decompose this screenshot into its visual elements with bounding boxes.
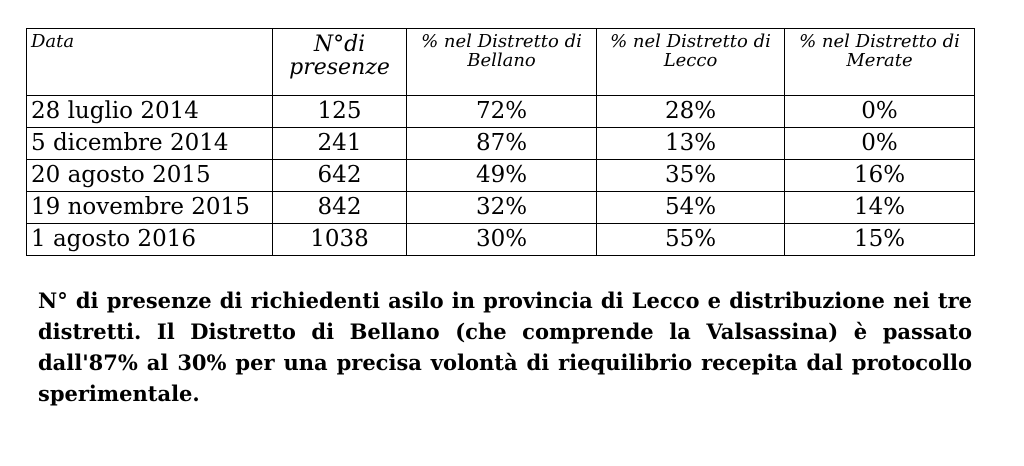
cell-bellano: 87% [407, 128, 597, 160]
cell-merate: 0% [785, 96, 975, 128]
header-bellano: % nel Distretto di Bellano [407, 29, 597, 96]
header-count: N°di presenze [273, 29, 407, 96]
header-row [27, 29, 975, 96]
table-row [27, 160, 975, 192]
cell-bellano: 49% [407, 160, 597, 192]
cell-bellano: 72% [407, 96, 597, 128]
cell-lecco: 55% [597, 224, 785, 256]
cell-count: 125 [273, 96, 407, 128]
header-lecco: % nel Distretto di Lecco [597, 29, 785, 96]
cell-date: 5 dicembre 2014 [27, 128, 273, 160]
table-row [27, 128, 975, 160]
table-caption: N° di presenze di richiedenti asilo in provincia di Lecco e distribuzione nei tre distretti. Il Distretto di Bellano (che comprende la Valsassina) è passato dall'87% al 30% per una precisa volontà di riequilibrio recepita dal protocollo sperimentale. [38, 288, 972, 406]
cell-merate: 16% [785, 160, 975, 192]
cell-lecco: 35% [597, 160, 785, 192]
header-date: Data [27, 29, 273, 96]
header-merate: % nel Distretto di Merate [785, 29, 975, 96]
cell-count: 642 [273, 160, 407, 192]
cell-lecco: 28% [597, 96, 785, 128]
cell-bellano: 32% [407, 192, 597, 224]
cell-merate: 14% [785, 192, 975, 224]
cell-merate: 15% [785, 224, 975, 256]
cell-merate: 0% [785, 128, 975, 160]
table-row [27, 224, 975, 256]
table-row [27, 96, 975, 128]
table-body [27, 96, 975, 256]
presence-table [26, 28, 975, 256]
cell-date: 19 novembre 2015 [27, 192, 273, 224]
cell-date: 20 agosto 2015 [27, 160, 273, 192]
cell-bellano: 30% [407, 224, 597, 256]
cell-lecco: 13% [597, 128, 785, 160]
cell-count: 241 [273, 128, 407, 160]
cell-lecco: 54% [597, 192, 785, 224]
table-header [27, 29, 975, 96]
cell-count: 1038 [273, 224, 407, 256]
cell-date: 1 agosto 2016 [27, 224, 273, 256]
cell-count: 842 [273, 192, 407, 224]
table-row [27, 192, 975, 224]
cell-date: 28 luglio 2014 [27, 96, 273, 128]
